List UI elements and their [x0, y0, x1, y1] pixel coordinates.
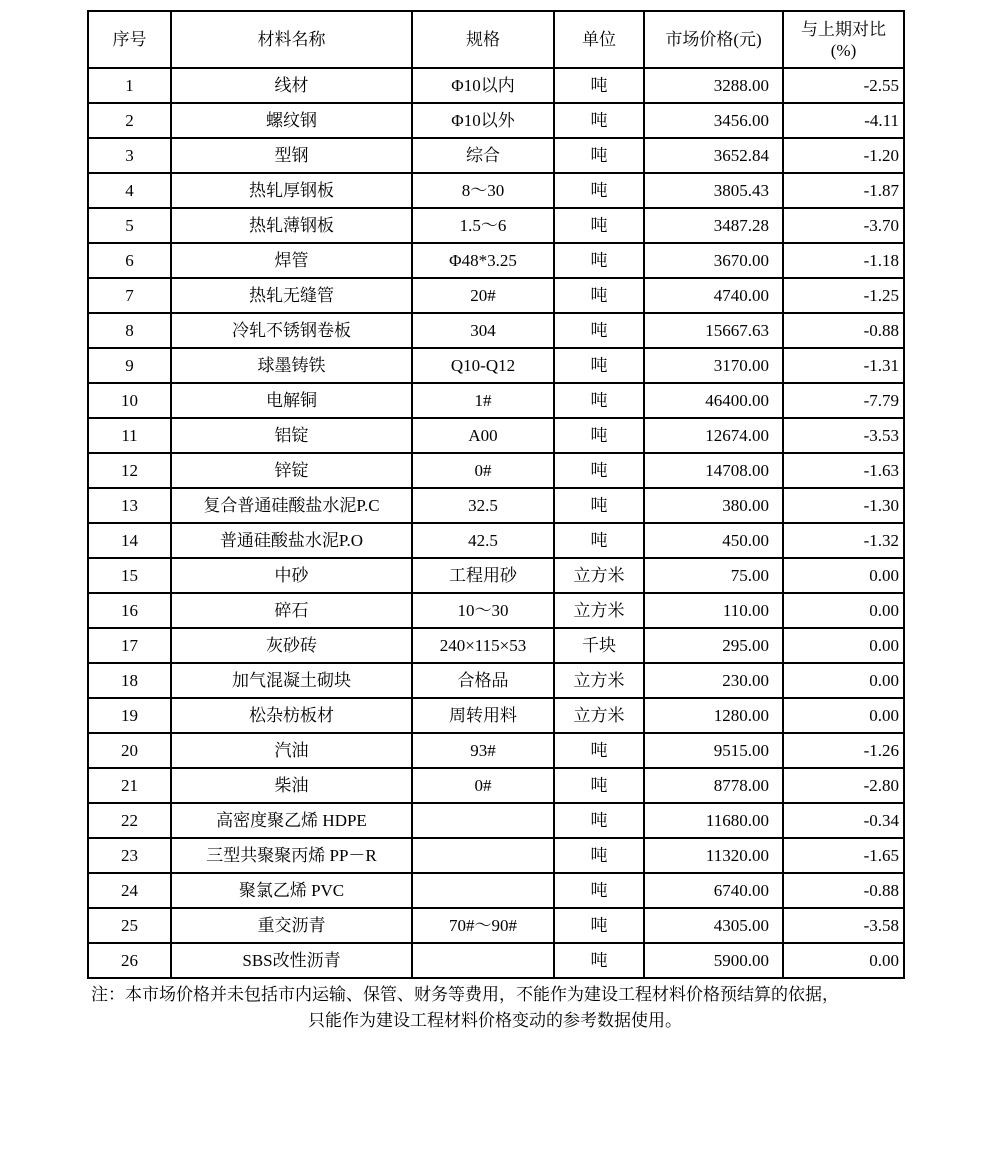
cell-price: 230.00	[644, 663, 783, 698]
cell-spec	[412, 873, 554, 908]
cell-price: 4740.00	[644, 278, 783, 313]
cell-change: -7.79	[783, 383, 904, 418]
materials-price-table	[87, 10, 905, 979]
cell-index: 10	[88, 383, 171, 418]
cell-unit: 立方米	[554, 663, 644, 698]
cell-material-name: 线材	[171, 68, 412, 103]
table-row	[88, 733, 904, 768]
cell-spec: Φ10以外	[412, 103, 554, 138]
table-row	[88, 628, 904, 663]
cell-unit: 吨	[554, 383, 644, 418]
cell-index: 24	[88, 873, 171, 908]
cell-change: 0.00	[783, 663, 904, 698]
cell-unit: 吨	[554, 243, 644, 278]
cell-spec	[412, 943, 554, 978]
table-row	[88, 173, 904, 208]
cell-index: 11	[88, 418, 171, 453]
cell-unit: 吨	[554, 488, 644, 523]
cell-price: 3487.28	[644, 208, 783, 243]
table-row	[88, 908, 904, 943]
cell-spec: Q10-Q12	[412, 348, 554, 383]
table-row	[88, 453, 904, 488]
cell-unit: 立方米	[554, 558, 644, 593]
cell-unit: 吨	[554, 453, 644, 488]
cell-unit: 吨	[554, 68, 644, 103]
cell-unit: 吨	[554, 208, 644, 243]
cell-change: -1.26	[783, 733, 904, 768]
cell-spec: 32.5	[412, 488, 554, 523]
table-row	[88, 138, 904, 173]
cell-index: 17	[88, 628, 171, 663]
cell-change: 0.00	[783, 558, 904, 593]
cell-change: -1.65	[783, 838, 904, 873]
cell-index: 15	[88, 558, 171, 593]
cell-change: -1.18	[783, 243, 904, 278]
cell-price: 46400.00	[644, 383, 783, 418]
cell-material-name: 普通硅酸盐水泥P.O	[171, 523, 412, 558]
cell-change: -1.63	[783, 453, 904, 488]
table-header	[88, 11, 904, 68]
table-row	[88, 383, 904, 418]
cell-change: 0.00	[783, 943, 904, 978]
cell-change: -3.53	[783, 418, 904, 453]
cell-spec: 42.5	[412, 523, 554, 558]
header-spec: 规格	[412, 11, 554, 68]
cell-index: 6	[88, 243, 171, 278]
cell-spec: A00	[412, 418, 554, 453]
cell-spec: 1#	[412, 383, 554, 418]
cell-price: 3670.00	[644, 243, 783, 278]
cell-price: 3456.00	[644, 103, 783, 138]
cell-unit: 吨	[554, 173, 644, 208]
cell-spec: 周转用料	[412, 698, 554, 733]
cell-material-name: 焊管	[171, 243, 412, 278]
cell-index: 13	[88, 488, 171, 523]
cell-price: 380.00	[644, 488, 783, 523]
cell-index: 8	[88, 313, 171, 348]
cell-price: 15667.63	[644, 313, 783, 348]
cell-material-name: 型钢	[171, 138, 412, 173]
cell-price: 5900.00	[644, 943, 783, 978]
cell-index: 7	[88, 278, 171, 313]
cell-material-name: 电解铜	[171, 383, 412, 418]
cell-unit: 千块	[554, 628, 644, 663]
cell-material-name: 中砂	[171, 558, 412, 593]
cell-spec	[412, 838, 554, 873]
cell-change: -2.55	[783, 68, 904, 103]
cell-spec: 工程用砂	[412, 558, 554, 593]
cell-spec: 0#	[412, 453, 554, 488]
table-row	[88, 768, 904, 803]
cell-unit: 吨	[554, 803, 644, 838]
table-row	[88, 943, 904, 978]
cell-change: -1.30	[783, 488, 904, 523]
cell-material-name: 复合普通硅酸盐水泥P.C	[171, 488, 412, 523]
cell-price: 6740.00	[644, 873, 783, 908]
cell-material-name: 螺纹钢	[171, 103, 412, 138]
cell-material-name: 铝锭	[171, 418, 412, 453]
cell-index: 3	[88, 138, 171, 173]
cell-unit: 立方米	[554, 593, 644, 628]
cell-change: -1.25	[783, 278, 904, 313]
table-row	[88, 593, 904, 628]
table-row	[88, 838, 904, 873]
table-row	[88, 663, 904, 698]
cell-price: 1280.00	[644, 698, 783, 733]
cell-index: 9	[88, 348, 171, 383]
cell-unit: 吨	[554, 838, 644, 873]
cell-change: -3.58	[783, 908, 904, 943]
cell-price: 11320.00	[644, 838, 783, 873]
cell-unit: 吨	[554, 103, 644, 138]
header-change-vs-last-period	[783, 11, 904, 68]
table-row	[88, 103, 904, 138]
cell-material-name: 高密度聚乙烯 HDPE	[171, 803, 412, 838]
cell-material-name: 球墨铸铁	[171, 348, 412, 383]
cell-spec: 70#～90#	[412, 908, 554, 943]
table-row	[88, 208, 904, 243]
cell-index: 26	[88, 943, 171, 978]
cell-unit: 吨	[554, 768, 644, 803]
cell-spec	[412, 803, 554, 838]
cell-change: -1.20	[783, 138, 904, 173]
table-body	[88, 68, 904, 978]
header-change-line2: (%)	[830, 40, 857, 60]
cell-change: -1.31	[783, 348, 904, 383]
cell-material-name: 灰砂砖	[171, 628, 412, 663]
table-row	[88, 873, 904, 908]
header-market-price: 市场价格(元)	[644, 11, 783, 68]
cell-change: 0.00	[783, 698, 904, 733]
table-row	[88, 803, 904, 838]
cell-index: 18	[88, 663, 171, 698]
cell-index: 23	[88, 838, 171, 873]
cell-spec: 合格品	[412, 663, 554, 698]
table-row	[88, 313, 904, 348]
cell-price: 110.00	[644, 593, 783, 628]
cell-unit: 吨	[554, 943, 644, 978]
cell-unit: 立方米	[554, 698, 644, 733]
cell-spec: 8～30	[412, 173, 554, 208]
cell-unit: 吨	[554, 418, 644, 453]
cell-index: 12	[88, 453, 171, 488]
cell-price: 75.00	[644, 558, 783, 593]
cell-spec: 304	[412, 313, 554, 348]
cell-change: 0.00	[783, 593, 904, 628]
cell-price: 295.00	[644, 628, 783, 663]
cell-change: -4.11	[783, 103, 904, 138]
footnote-line1: 注：本市场价格并未包括市内运输、保管、财务等费用，不能作为建设工程材料价格预结算的依据，	[91, 985, 839, 1004]
cell-material-name: 汽油	[171, 733, 412, 768]
header-index: 序号	[88, 11, 171, 68]
cell-unit: 吨	[554, 348, 644, 383]
table-row	[88, 348, 904, 383]
cell-unit: 吨	[554, 733, 644, 768]
cell-spec: 1.5～6	[412, 208, 554, 243]
cell-material-name: 加气混凝土砌块	[171, 663, 412, 698]
cell-material-name: 重交沥青	[171, 908, 412, 943]
cell-price: 3170.00	[644, 348, 783, 383]
cell-price: 3652.84	[644, 138, 783, 173]
cell-index: 4	[88, 173, 171, 208]
table-header-row	[88, 11, 904, 68]
cell-material-name: 三型共聚聚丙烯 PP－R	[171, 838, 412, 873]
table-row	[88, 243, 904, 278]
cell-material-name: 锌锭	[171, 453, 412, 488]
cell-material-name: 松杂枋板材	[171, 698, 412, 733]
cell-index: 16	[88, 593, 171, 628]
cell-material-name: 热轧无缝管	[171, 278, 412, 313]
cell-change: -0.34	[783, 803, 904, 838]
cell-index: 25	[88, 908, 171, 943]
cell-material-name: 热轧厚钢板	[171, 173, 412, 208]
cell-price: 3805.43	[644, 173, 783, 208]
cell-material-name: 冷轧不锈钢卷板	[171, 313, 412, 348]
cell-spec: Φ48*3.25	[412, 243, 554, 278]
cell-spec: 0#	[412, 768, 554, 803]
cell-index: 20	[88, 733, 171, 768]
cell-price: 12674.00	[644, 418, 783, 453]
cell-spec: 93#	[412, 733, 554, 768]
cell-change: 0.00	[783, 628, 904, 663]
footnote	[87, 982, 903, 1034]
cell-price: 8778.00	[644, 768, 783, 803]
cell-material-name: 热轧薄钢板	[171, 208, 412, 243]
cell-change: -0.88	[783, 313, 904, 348]
cell-index: 1	[88, 68, 171, 103]
cell-index: 21	[88, 768, 171, 803]
cell-spec: 10～30	[412, 593, 554, 628]
cell-change: -0.88	[783, 873, 904, 908]
cell-material-name: 聚氯乙烯 PVC	[171, 873, 412, 908]
cell-index: 14	[88, 523, 171, 558]
table-row	[88, 523, 904, 558]
cell-material-name: 碎石	[171, 593, 412, 628]
table-row	[88, 698, 904, 733]
cell-spec: 240×115×53	[412, 628, 554, 663]
header-material-name: 材料名称	[171, 11, 412, 68]
table-row	[88, 418, 904, 453]
cell-price: 9515.00	[644, 733, 783, 768]
header-unit: 单位	[554, 11, 644, 68]
cell-index: 22	[88, 803, 171, 838]
cell-spec: Φ10以内	[412, 68, 554, 103]
header-change-line1: 与上期对比	[801, 19, 886, 39]
cell-unit: 吨	[554, 138, 644, 173]
cell-index: 2	[88, 103, 171, 138]
cell-price: 14708.00	[644, 453, 783, 488]
cell-material-name: SBS改性沥青	[171, 943, 412, 978]
table-row	[88, 488, 904, 523]
cell-unit: 吨	[554, 873, 644, 908]
cell-change: -3.70	[783, 208, 904, 243]
cell-index: 5	[88, 208, 171, 243]
table-row	[88, 68, 904, 103]
cell-material-name: 柴油	[171, 768, 412, 803]
cell-price: 4305.00	[644, 908, 783, 943]
cell-spec: 综合	[412, 138, 554, 173]
cell-change: -1.87	[783, 173, 904, 208]
cell-change: -1.32	[783, 523, 904, 558]
table-row	[88, 278, 904, 313]
cell-price: 11680.00	[644, 803, 783, 838]
footnote-line2: 只能作为建设工程材料价格变动的参考数据使用。	[308, 1011, 682, 1030]
cell-unit: 吨	[554, 908, 644, 943]
cell-unit: 吨	[554, 313, 644, 348]
cell-unit: 吨	[554, 278, 644, 313]
cell-spec: 20#	[412, 278, 554, 313]
cell-change: -2.80	[783, 768, 904, 803]
cell-unit: 吨	[554, 523, 644, 558]
cell-price: 3288.00	[644, 68, 783, 103]
cell-price: 450.00	[644, 523, 783, 558]
cell-index: 19	[88, 698, 171, 733]
table-row	[88, 558, 904, 593]
